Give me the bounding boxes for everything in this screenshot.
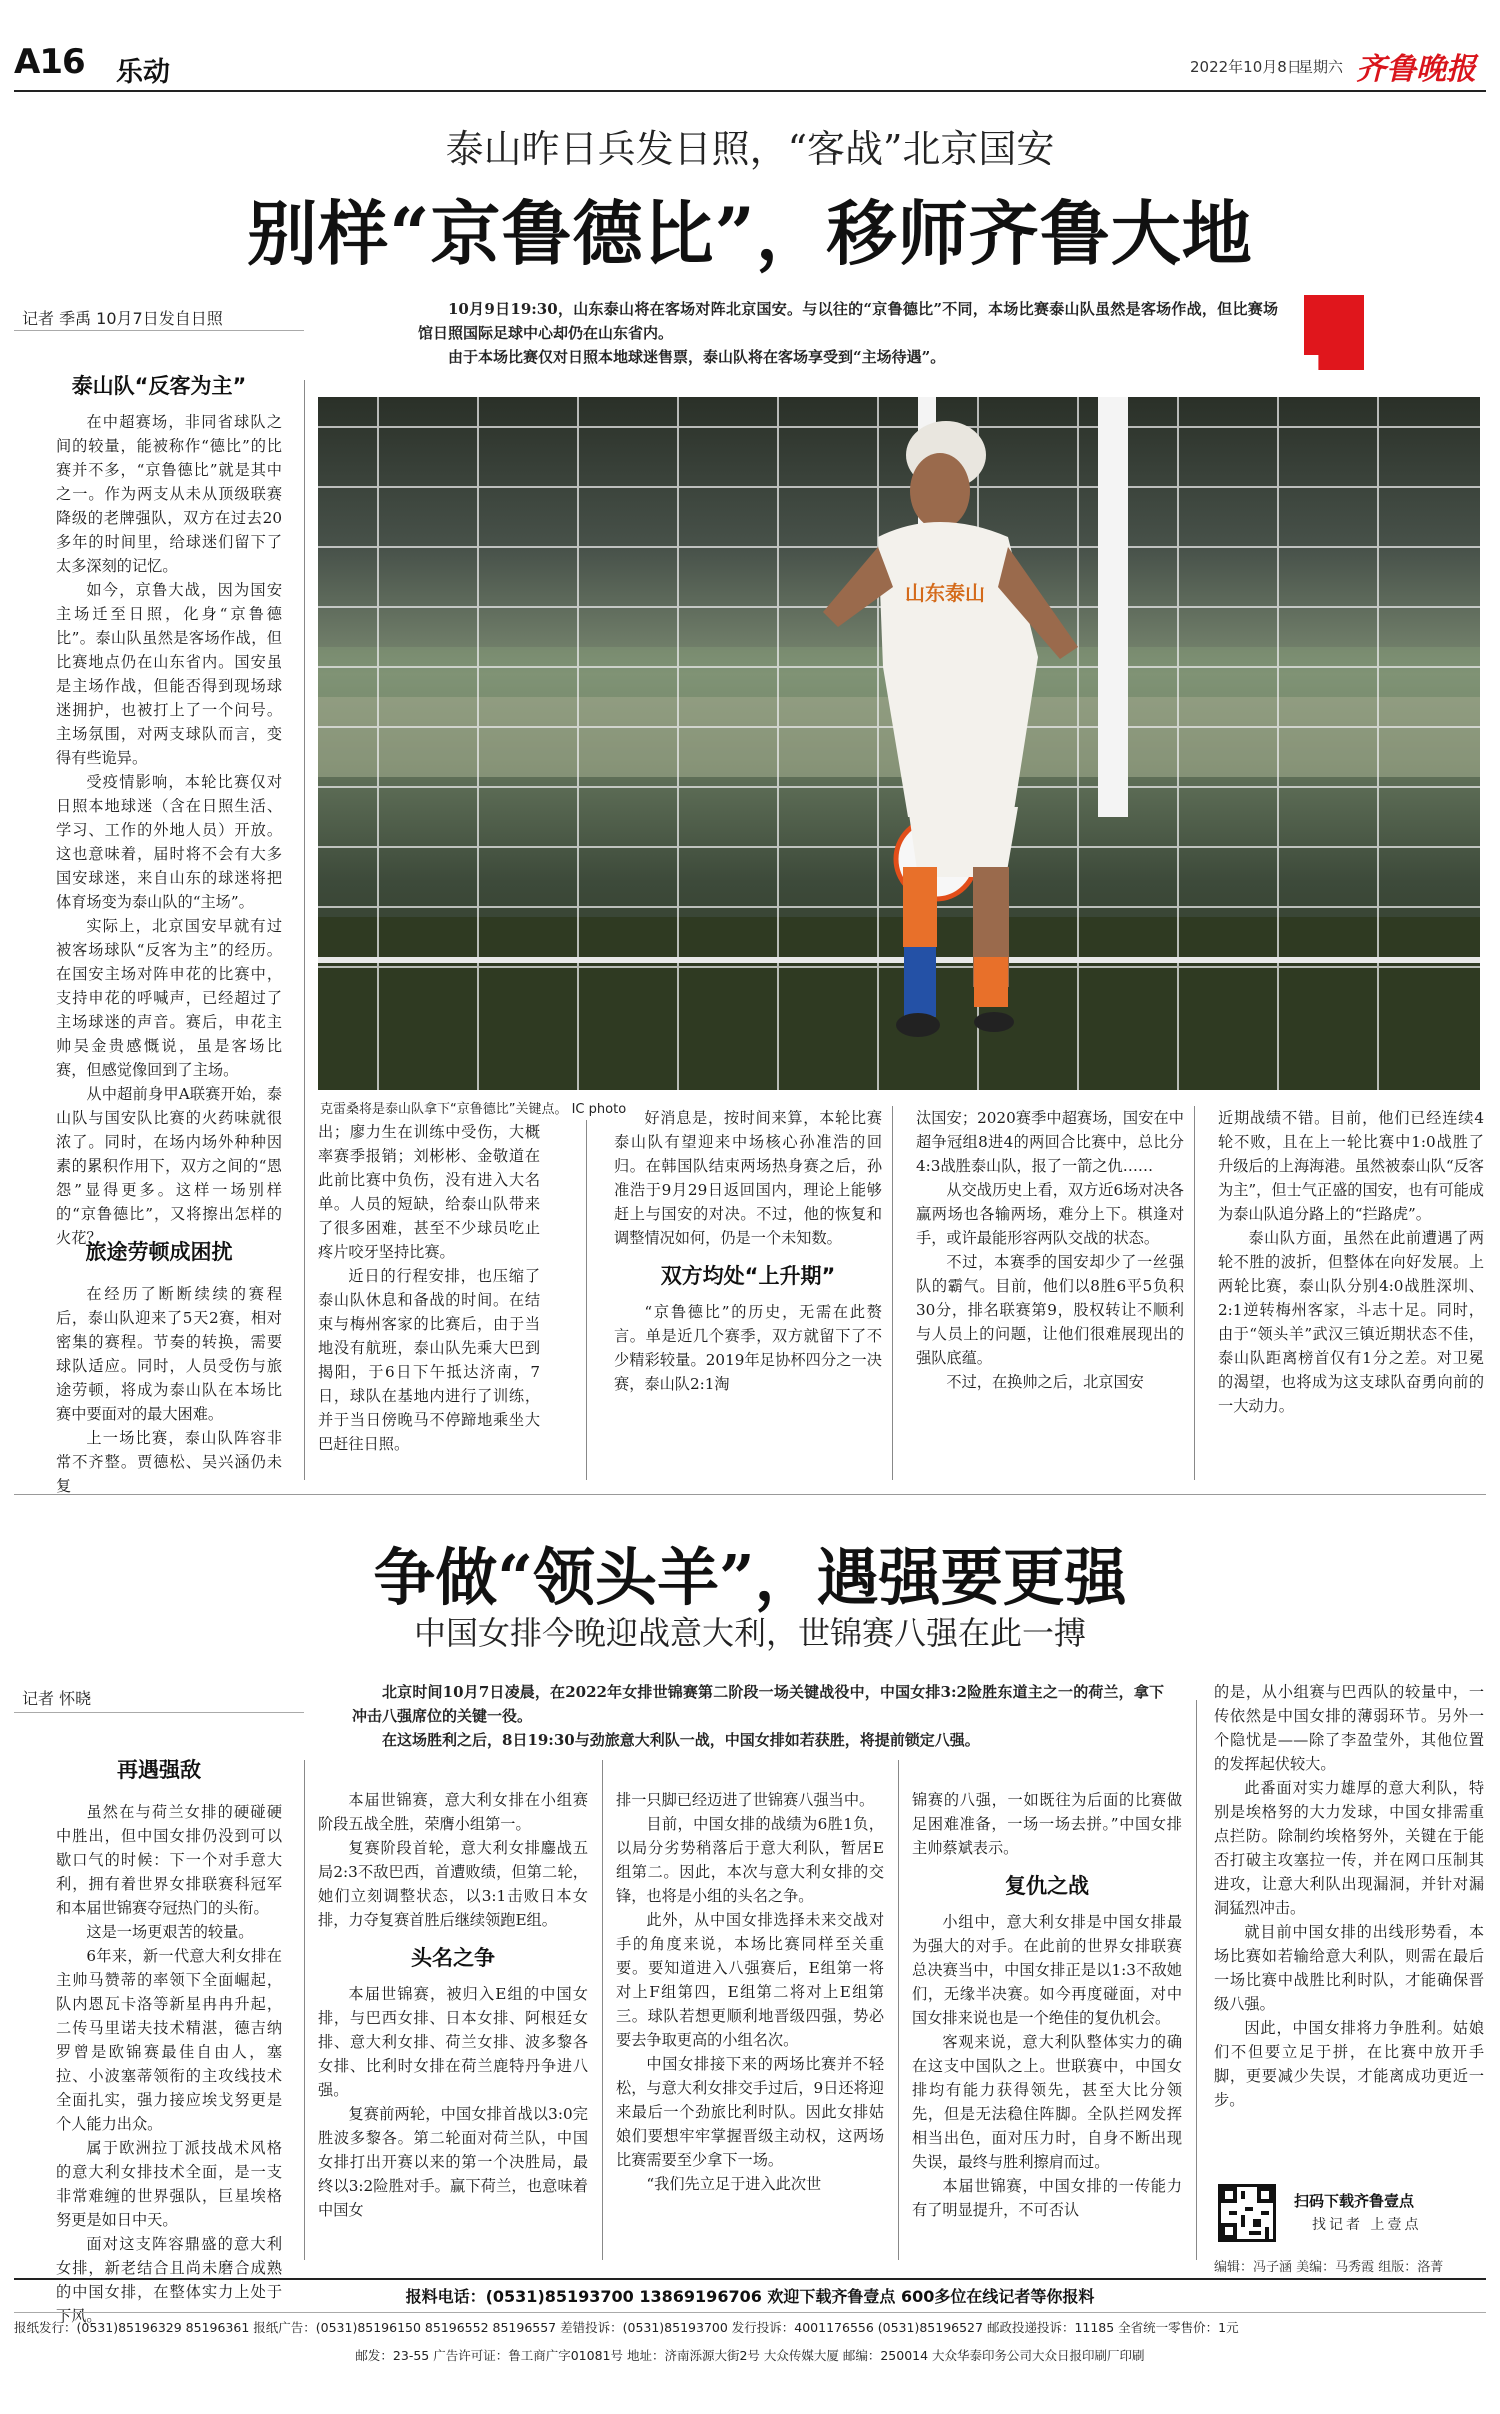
story1-col1-p7: 上一场比赛，泰山队阵容非常不齐整。贾德松、吴兴涵仍未复 [56,1429,282,1495]
story1-col3 [614,1106,882,1480]
photo-illustration [318,397,1480,1090]
story1-subhead-3: 双方均处“上升期” [660,1264,836,1288]
story2-col1 [56,1800,282,2325]
story1-col2 [318,1120,540,1480]
story2-col4-p3: 客观来说，意大利队整体实力的确在这支中国队之上。世联赛中，中国女排均有能力获得领先，甚至大比分领先，但是无法稳住阵脚。全队拦网发挥相当出色，面对压力时，自身不断出现失误，最终与胜利擦肩而过。 [912,2033,1182,2171]
story1-col1-p6: 在经历了断断续续的赛程后，泰山队迎来了5天2赛，相对密集的赛程。节奏的转换，需要球队适应。同时，人员受伤与旅途劳顿，将成为泰山队在本场比赛中要面对的最大困难。 [56,1285,282,1423]
story2-col3-p5: “我们先立足于进入此次世 [646,2175,822,2193]
col-divider [586,1120,587,1480]
issue-date: 2022年10月8日 [1190,58,1302,76]
story2-col4-p1: 锦赛的八强，一如既往为后面的比赛做足困难准备，一场一场去拼。”中国女排主帅蔡斌表示。 [912,1791,1182,1857]
story1-subhead-1: 泰山队“反客为主” [71,374,247,398]
story2-col4 [912,1788,1182,2260]
story2-col5 [1214,1680,1484,2160]
footer-rule-2 [14,2312,1486,2313]
page-number: A16 [14,42,85,82]
story2-col2-p3: 本届世锦赛，被归入E组的中国女排，与巴西女排、日本女排、阿根廷女排、意大利女排、荷兰女排、波多黎各女排、比利时女排在荷兰鹿特丹争进八强。 [318,1985,588,2099]
story1-byline: 记者 季禹 10月7日发自日照 [22,309,223,328]
story2-col3 [616,1788,884,2260]
weekday: 星期六 [1298,58,1344,76]
section-name: 乐动 [116,57,170,88]
story2-col5-p3: 就目前中国女排的出线形势看，本场比赛如若输给意大利队，则需在最后一场比赛中战胜比利时队，才能确保晋级八强。 [1214,1923,1484,2013]
story1-lead-p1: 10月9日19:30，山东泰山将在客场对阵北京国安。与以往的“京鲁德比”不同，本场比赛泰山队虽然是客场作战，但比赛场馆日照国际足球中心却仍在山东省内。 [418,300,1278,342]
story2-col2 [318,1788,588,2260]
story1-col4 [916,1106,1184,1480]
story2-byline: 记者 怀晓 [22,1689,92,1708]
story2-col1-p2: 这是一场更艰苦的较量。 [86,1923,254,1941]
story1-col5-p1: 近期战绩不错。目前，他们已经连续4轮不败，且在上一轮比赛中1:0战胜了升级后的上海海港。虽然被泰山队“反客为主”，但士气正盛的国安，也有可能成为泰山队追分路上的“拦路虎”。 [1218,1109,1484,1223]
story2-col3-p4: 中国女排接下来的两场比赛并不轻松，与意大利女排交手过后，9日还将迎来最后一个劲旅比利时队。因此女排姑娘们要想牢牢掌握晋级主动权，这两场比赛需要至少拿下一场。 [616,2055,884,2169]
header-rule [14,90,1486,92]
story1-headline: 别样“京鲁德比”，移师齐鲁大地 [247,192,1253,275]
story1-col4-p2: 从交战历史上看，双方近6场对决各赢两场也各输两场，难分上下。棋逢对手，或许最能形容两队交战的状态。 [916,1181,1184,1247]
story1-col2-p2: 近日的行程安排，也压缩了泰山队休息和备战的时间。在结束与梅州客家的比赛后，由于当地没有航班，泰山队先乘大巴到揭阳，于6日下午抵达济南，7日，球队在基地内进行了训练，并于当日傍晚马不停蹄地乘坐大巴赶往日照。 [318,1267,540,1453]
story2-col1-p5: 面对这支阵容鼎盛的意大利女排，新老结合且尚未磨合成熟的中国女排，在整体实力上处于下风。 [56,2235,282,2325]
col-divider [892,1106,893,1480]
story1-col4-p3: 不过，本赛季的国安却少了一丝强队的霸气。目前，他们以8胜6平5负积30分，排名联赛第9，股权转让不顺利与人员上的问题，让他们很难展现出的强队底蕴。 [916,1253,1184,1367]
story2-col4-p2: 小组中，意大利女排是中国女排最为强大的对手。在此前的世界女排联赛总决赛当中，中国女排正是以1:3不敌她们，无缘半决赛。如今再度碰面，对中国女排来说也是一个绝佳的复仇机会。 [912,1913,1182,2027]
byline-rule [14,330,304,331]
story1-col1-p3: 受疫情影响，本轮比赛仅对日照本地球迷（含在日照生活、学习、工作的外地人员）开放。这也意味着，届时将不会有大多国安球迷，来自山东的球迷将把体育场变为泰山队的“主场”。 [56,773,282,911]
col-divider [304,1760,305,2260]
footer-contacts: 报纸发行：(0531)85196329 85196361 报纸广告：(0531)85196150 85196552 85196557 差错投诉：(0531)85193700 发行投诉：4001176556 (0531)85196527 邮政投递投诉：11185 全省统一零售价：1元 [14,2320,1239,2335]
story2-col1-p4: 属于欧洲拉丁派技战术风格的意大利女排技术全面，是一支非常难缠的世界强队，巨星埃格努更是如日中天。 [56,2139,282,2229]
story2-col2-p2: 复赛阶段首轮，意大利女排鏖战五局2:3不敌巴西，首遭败绩，但第二轮，她们立刻调整状态，以3:1击败日本女排，力夺复赛首胜后继续领跑E组。 [318,1839,588,1929]
col-divider [1194,1106,1195,1480]
story2-subhead-3: 复仇之战 [1005,1874,1089,1898]
col-divider [898,1760,899,2260]
qr-code[interactable] [1218,2184,1276,2242]
story2-col2-p1: 本届世锦赛，意大利女排在小组赛阶段五战全胜，荣膺小组第一。 [318,1791,588,1833]
story1-lead [418,297,1278,369]
story2-col3-p1: 排一只脚已经迈进了世锦赛八强当中。 [616,1791,875,1809]
story2-subhead-1: 再遇强敌 [117,1758,201,1782]
story2-col4-p4: 本届世锦赛，中国女排的一传能力有了明显提升，不可否认 [912,2177,1182,2219]
story2-headline: 争做“领头羊”，遇强要更强 [373,1541,1127,1614]
story1-col1-p1: 在中超赛场，非同省球队之间的较量，能被称作“德比”的比赛并不多，“京鲁德比”就是其中之一。作为两支从未从顶级联赛降级的老牌强队，双方在过去20多年的时间里，给球迷们留下了太多深刻的记忆。 [56,413,282,575]
story2-col1-p3: 6年来，新一代意大利女排在主帅马赞蒂的率领下全面崛起，队内恩瓦卡洛等新星冉冉升起，二传马里诺夫技术精湛，德吉纳罗曾是欧锦赛最佳自由人，塞拉、小波塞蒂领衔的主攻线技术全面扎实，强力接应埃戈努更是个人能力出众。 [56,1947,282,2133]
story2-col5-p2: 此番面对实力雄厚的意大利队，特别是埃格努的大力发球，中国女排需重点拦防。除制约埃格努外，关键在于能否打破主攻塞拉一传，并在网口压制其进攻，让意大利队出现漏洞，并针对漏洞猛烈冲击。 [1214,1779,1484,1917]
byline-rule [14,1712,304,1713]
col-divider [304,380,305,1480]
qr-caption-2: 找记者 上壹点 [1312,2217,1422,2233]
col-divider [602,1760,603,2260]
photo-caption: 克雷桑将是泰山队拿下“京鲁德比”关键点。 IC photo [320,1102,627,1117]
col-divider [1196,1700,1197,2260]
story2-subhead: 中国女排今晚迎战意大利，世锦赛八强在此一搏 [413,1614,1086,1652]
story1-col1-bottom [56,1282,282,1495]
qr-caption-1: 扫码下载齐鲁壹点 [1294,2192,1415,2210]
story1-subhead-2: 旅途劳顿成困扰 [85,1240,233,1264]
story2-subhead-2: 头名之争 [411,1946,495,1970]
footer-hotline: 报料电话：(0531)85193700 13869196706 欢迎下载齐鲁壹点 600多位在线记者等你报料 [405,2287,1095,2306]
story2-col2-p4: 复赛前两轮，中国女排首战以3:0完胜波多黎各。第二轮面对荷兰队，中国女排打出开赛以来的第一个决胜局，最终以3:2险胜对手。赢下荷兰，也意味着中国女 [318,2105,588,2219]
footer-address: 邮发：23-55 广告许可证：鲁工商广字01081号 地址：济南泺源大街2号 大众传媒大厦 邮编：250014 大众华泰印务公司大众日报印刷厂印刷 [355,2348,1145,2363]
red-accent-block [1304,295,1364,370]
story1-col3-p2: “京鲁德比”的历史，无需在此赘言。单是近几个赛季，双方就留下了不少精彩较量。2019年足协杯四分之一决赛，泰山队2:1淘 [614,1303,882,1393]
story1-col1-p5: 从中超前身甲A联赛开始，泰山队与国安队比赛的火药味就很浓了。同时，在场内场外种种因素的累积作用下，双方之间的“恩怨”显得更多。这样一场别样的“京鲁德比”，又将擦出怎样的火花？ [56,1085,282,1247]
story-separator [14,1494,1486,1495]
jersey-text: 山东泰山 [905,581,985,605]
story1-col1-top [56,410,282,1247]
story1-col1-p2: 如今，京鲁大战，因为国安主场迁至日照，化身“京鲁德比”。泰山队虽然是客场作战，但比赛地点仍在山东省内。国安虽是主场作战，但能否得到现场球迷拥护，也被打上了一个问号。主场氛围，对两支球队而言，变得有些诡异。 [56,581,282,767]
match-photo [318,397,1480,1090]
editors: 编辑：冯子涵 美编：马秀霞 组版：洛菁 [1214,2260,1444,2275]
story2-lead [352,1680,1164,1752]
story1-col5-p2: 泰山队方面，虽然在此前遭遇了两轮不胜的波折，但整体在向好发展。上两轮比赛，泰山队分别4:0战胜深圳、2:1逆转梅州客家，斗志十足。同时，由于“领头羊”武汉三镇近期状态不佳，泰山队距离榜首仅有1分之差。对卫冕的渴望，也将成为这支球队奋勇向前的一大动力。 [1218,1229,1484,1415]
story2-col3-p2: 目前，中国女排的战绩为6胜1负，以局分劣势稍落后于意大利队，暂居E组第二。因此，本次与意大利女排的交锋，也将是小组的头名之争。 [616,1815,884,1905]
story2-col5-p4: 因此，中国女排将力争胜利。姑娘们不但要立足于拼，在比赛中放开手脚，更要减少失误，才能离成功更近一步。 [1214,2019,1484,2109]
story2-lead-p2: 在这场胜利之后，8日19:30与劲旅意大利队一战，中国女排如若获胜，将提前锁定八强。 [382,1731,980,1749]
story1-col5 [1218,1106,1484,1480]
story1-col1-p4: 实际上，北京国安早就有过被客场球队“反客为主”的经历。在国安主场对阵申花的比赛中，支持申花的呼喊声，已经超过了主场球迷的声音。赛后，申花主帅吴金贵感慨说，虽是客场比赛，但感觉像回到了主场。 [56,917,282,1079]
story1-col4-p4: 不过，在换帅之后，北京国安 [946,1373,1144,1391]
qr-code-icon [1221,2187,1273,2239]
story1-kicker: 泰山昨日兵发日照，“客战”北京国安 [445,127,1055,171]
story2-col5-p1: 的是，从小组赛与巴西队的较量中，一传依然是中国女排的薄弱环节。另外一个隐忧是——除了李盈莹外，其他位置的发挥起伏较大。 [1214,1683,1484,1773]
story1-col2-p1: 出；廖力生在训练中受伤，大概率赛季报销；刘彬彬、金敬道在此前比赛中负伤，没有进入大名单。人员的短缺，给泰山队带来了很多困难，甚至不少球员吃止疼片咬牙坚持比赛。 [318,1123,540,1261]
story2-lead-p1: 北京时间10月7日凌晨，在2022年女排世锦赛第二阶段一场关键战役中，中国女排3:2险胜东道主之一的荷兰，拿下冲击八强席位的关键一役。 [352,1683,1164,1725]
story2-col1-p1: 虽然在与荷兰女排的硬碰硬中胜出，但中国女排仍没到可以歇口气的时候：下一个对手意大利，拥有着世界女排联赛科冠军和本届世锦赛夺冠热门的头衔。 [56,1803,282,1917]
story1-lead-p2: 由于本场比赛仅对日照本地球迷售票，泰山队将在客场享受到“主场待遇”。 [448,348,946,366]
footer-rule [14,2278,1486,2280]
newspaper-logo: 齐鲁晚报 [1356,52,1476,87]
story1-col3-p1: 好消息是，按时间来算，本轮比赛泰山队有望迎来中场核心孙准浩的回归。在韩国队结束两场热身赛之后，孙准浩于9月29日返回国内，理论上能够赶上与国安的对决。不过，他的恢复和调整情况如何，仍是一个未知数。 [614,1109,882,1247]
story2-col3-p3: 此外，从中国女排选择未来交战对手的角度来说，本场比赛同样至关重要。要知道进入八强赛后，E组第一将对上F组第四，E组第二将对上E组第三。球队若想更顺利地晋级四强，势必要去争取更高的小组名次。 [616,1911,884,2049]
story1-col4-p1: 汰国安；2020赛季中超赛场，国安在中超争冠组8进4的两回合比赛中，总比分4:3战胜泰山队，报了一箭之仇…… [916,1109,1184,1175]
